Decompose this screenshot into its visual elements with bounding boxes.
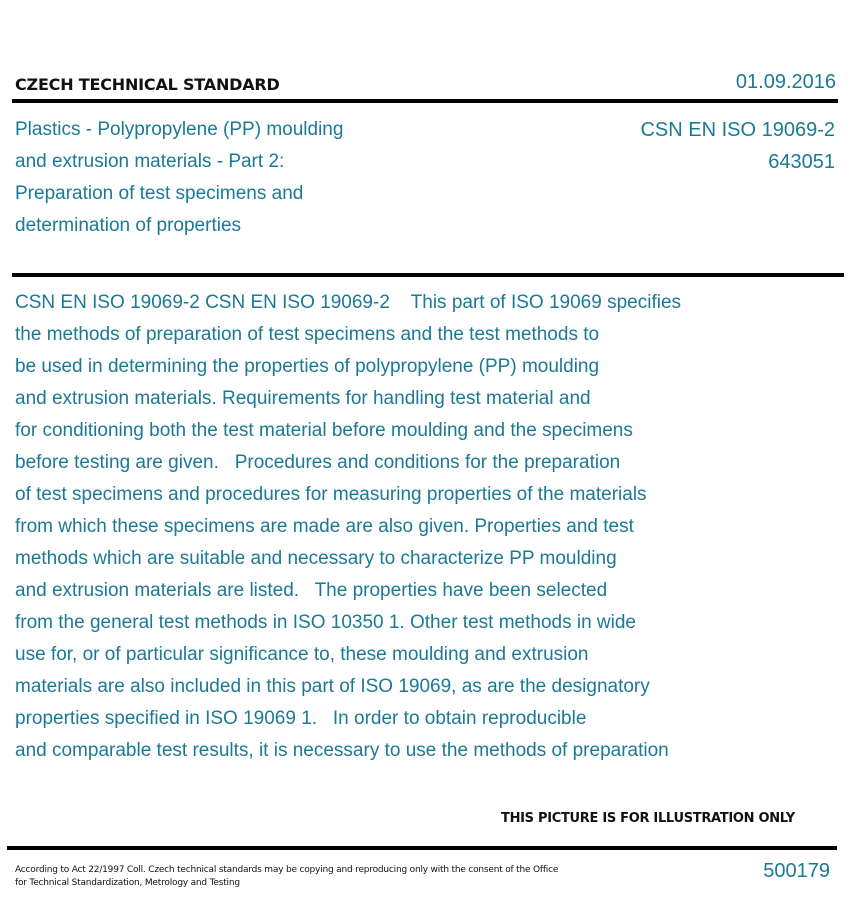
- abstract-line: materials are also included in this part of ISO 19069, as are the designatory: [15, 676, 650, 697]
- abstract-line: for conditioning both the test material before moulding and the specimens: [15, 420, 633, 441]
- abstract-line: of test specimens and procedures for measuring properties of the materials: [15, 484, 647, 505]
- standard-title: [15, 114, 445, 242]
- abstract-line: from the general test methods in ISO 10350 1. Other test methods in wide: [15, 612, 636, 633]
- header-divider: [12, 99, 838, 103]
- abstract-line: and extrusion materials are listed. The properties have been selected: [15, 580, 608, 601]
- document-type-heading: CZECH TECHNICAL STANDARD: [15, 75, 280, 94]
- legal-notice-line: for Technical Standardization, Metrology and Testing: [15, 878, 240, 888]
- illustration-disclaimer: THIS PICTURE IS FOR ILLUSTRATION ONLY: [501, 811, 795, 826]
- publication-date: 01.09.2016: [735, 71, 836, 93]
- abstract-line: be used in determining the properties of polypropylene (PP) moulding: [15, 356, 600, 377]
- legal-notice-line: According to Act 22/1997 Coll. Czech technical standards may be copying and reproducing only with the consent of the Office: [15, 865, 559, 875]
- standard-title-line: and extrusion materials - Part 2:: [15, 151, 285, 172]
- title-divider: [12, 273, 844, 277]
- standard-title-line: Plastics - Polypropylene (PP) moulding: [15, 119, 344, 140]
- standard-identifiers: [640, 114, 835, 178]
- abstract-line: properties specified in ISO 19069 1. In order to obtain reproducible: [15, 708, 587, 729]
- abstract-line: the methods of preparation of test specimens and the test methods to: [15, 324, 600, 345]
- abstract-text: [15, 287, 795, 767]
- document-number: 500179: [763, 860, 830, 882]
- standard-title-line: determination of properties: [15, 215, 242, 236]
- standard-title-line: Preparation of test specimens and: [15, 183, 304, 204]
- abstract-line: from which these specimens are made are also given. Properties and test: [15, 516, 634, 537]
- abstract-line: before testing are given. Procedures and conditions for the preparation: [15, 452, 621, 473]
- abstract-line: methods which are suitable and necessary to characterize PP moulding: [15, 548, 617, 569]
- abstract-line: and comparable test results, it is necessary to use the methods of preparation: [15, 740, 669, 761]
- standard-code: CSN EN ISO 19069-2: [640, 119, 835, 141]
- class-number: 643051: [768, 151, 835, 173]
- legal-notice: [15, 864, 615, 890]
- abstract-line: use for, or of particular significance to, these moulding and extrusion: [15, 644, 589, 665]
- footer-divider: [7, 846, 837, 850]
- abstract-line: CSN EN ISO 19069-2 CSN EN ISO 19069-2 This part of ISO 19069 specifies: [15, 292, 682, 313]
- abstract-line: and extrusion materials. Requirements for handling test material and: [15, 388, 591, 409]
